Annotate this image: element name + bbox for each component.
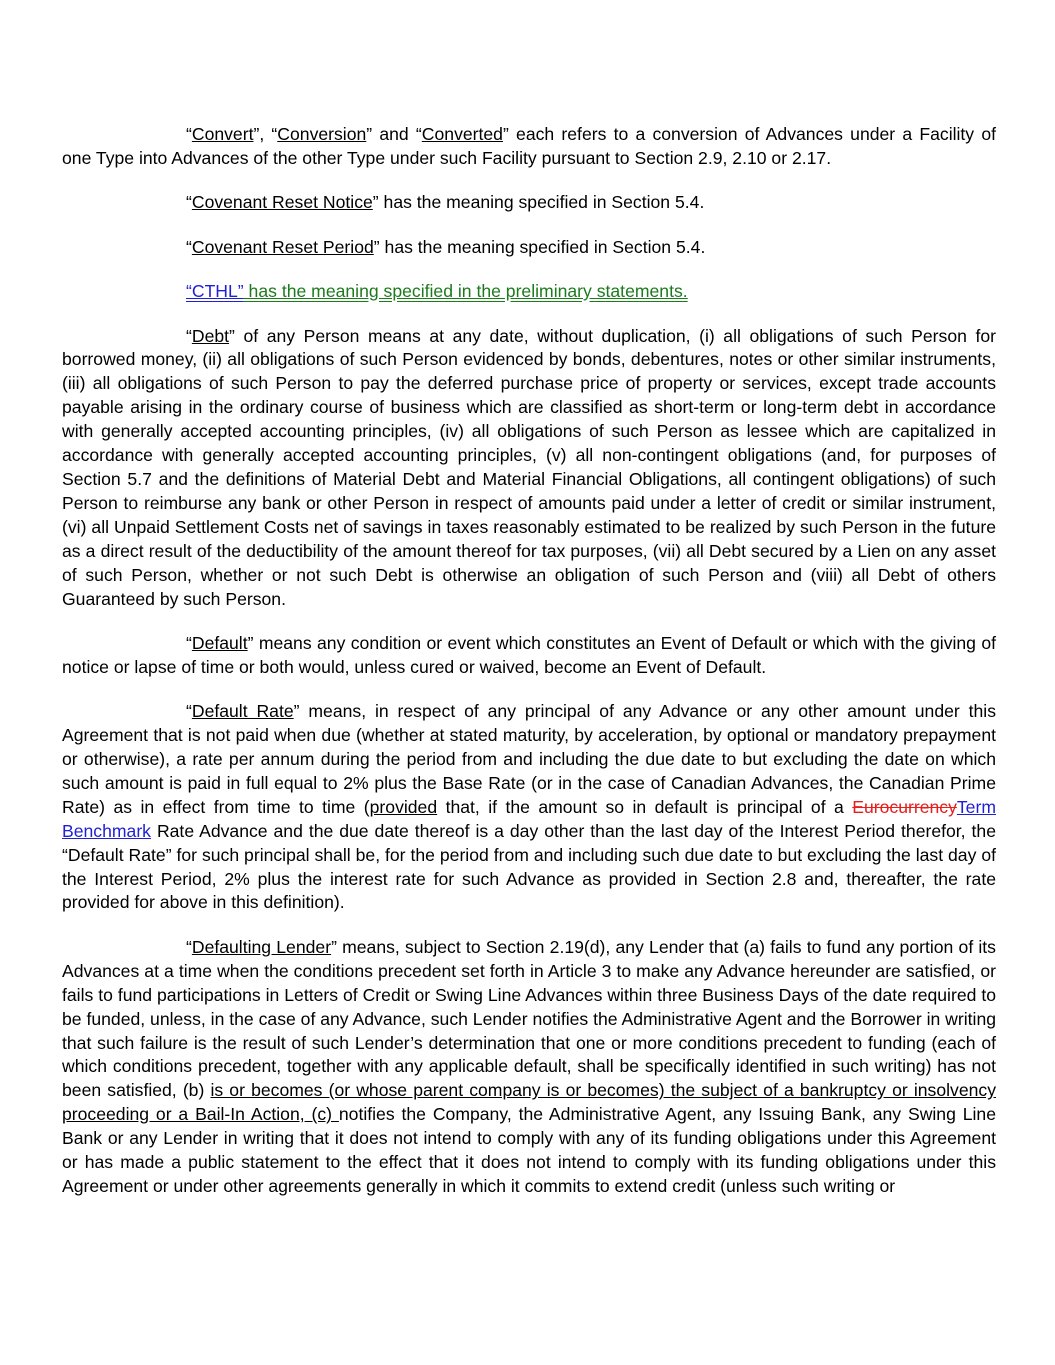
definition-text: ” means, subject to Section 2.19(d), any Lender that (a) fails to fund any portion of its Advances at a time when the conditions precedent set forth in Article 3 to make any Advance hereunder are satisfied, or fails to fund participations in Letters of Credit or Swing Line Advances within three Business Days of the date required to be funded, unless, in the case of any Advance, such Lender notifies the Administrative Agent and the Borrower in writing that such failure is the result of such Lender’s determination that one or more conditions precedent to funding (each of which conditions precedent, together with any applicable default, shall be specifically identified in such writing) has not been satisfied, (b)	[62, 936, 997, 1101]
defined-term-cthl: “CTHL”	[186, 281, 244, 302]
definition-default	[62, 632, 996, 680]
definition-text: ” has the meaning specified in Section 5.4.	[373, 236, 706, 257]
defined-term: Covenant Reset Notice	[191, 192, 373, 213]
definition-text: ” has the meaning specified in Section 5.4.	[372, 192, 705, 213]
definition-text: notifies the Company, the Administrative Agent, any Issuing Bank, any Swing Line Bank or any Lender in writing that it does not intend to comply with any of its funding obligations under this Agreement or has made a public statement to the effect that it does not intend to comply with its funding obligations under this Agreement or under other agreements generally in which it commits to extend credit (unless such writing or	[62, 1104, 997, 1196]
document-page	[62, 123, 996, 1199]
underlined-text: is or becomes (or whose parent company is or becomes) the subject of a bankruptcy or insolvency proceeding or a Bail-In Action, (c)	[62, 1080, 996, 1125]
open-quote: “	[186, 124, 192, 144]
open-quote: “	[186, 632, 192, 653]
open-quote: “	[186, 701, 192, 722]
definition-covenant-reset-notice	[62, 191, 996, 215]
inserted-text	[186, 281, 688, 301]
definition-convert	[62, 123, 996, 171]
provided-term: provided	[369, 796, 438, 817]
inserted-text: Term Benchmark	[62, 796, 996, 841]
definition-cthl-inserted	[62, 280, 996, 304]
definition-text: ” means, in respect of any principal of any Advance or any other amount under this Agreement that is not paid when due (whether at stated maturity, by acceleration, by optional or mandatory prepayment or otherwise), a rate per annum during the period from and including the due date to but excluding the date on which such amount is paid in full equal to 2% plus the Base Rate (or in the case of Canadian Advances, the Canadian Prime Rate) as in effect from time to time (	[62, 701, 996, 817]
defined-term-conversion: Conversion	[277, 124, 367, 144]
open-quote: “	[186, 936, 192, 957]
defined-term-convert: Convert	[191, 124, 254, 144]
open-quote: “	[186, 192, 192, 213]
definition-covenant-reset-period	[62, 236, 996, 260]
defined-term: Default	[191, 632, 248, 653]
definition-text: ” means any condition or event which constitutes an Event of Default or which with the giving of notice or lapse of time or both would, unless cured or waived, become an Event of Default.	[62, 632, 996, 677]
separator-text: ”, “	[253, 124, 278, 144]
defined-term: Defaulting Lender	[191, 936, 332, 957]
definition-text: ” each refers to a conversion of Advances under a Facility of one Type into Advances of the other Type under such Facility pursuant to Section 2.9, 2.10 or 2.17.	[62, 124, 996, 168]
definition-text: that, if the amount so in default is principal of a	[437, 796, 853, 817]
open-quote: “	[186, 325, 192, 346]
definition-default-rate	[62, 700, 996, 915]
defined-term: Default Rate	[191, 701, 294, 722]
definition-debt	[62, 325, 996, 612]
definition-text: has the meaning specified in the preliminary statements.	[243, 281, 688, 302]
separator-text: ” and “	[366, 124, 422, 144]
definition-text: ” of any Person means at any date, without duplication, (i) all obligations of such Person for borrowed money, (ii) all obligations of such Person evidenced by bonds, debentures, notes or other similar instruments, (iii) all obligations of such Person to pay the deferred purchase price of property or services, except trade accounts payable arising in the ordinary course of business which are classified as short-term or long-term debt in accordance with generally accepted accounting principles, (iv) all obligations of such Person as lessee which are capitalized in accordance with generally accepted accounting principles, (v) all non-contingent obligations (and, for purposes of Section 5.7 and the definitions of Material Debt and Material Financial Obligations, all contingent obligations) of such Person to reimburse any bank or other Person in respect of amounts paid under a letter of credit or similar instrument, (vi) all Unpaid Settlement Costs net of savings in taxes reasonably estimated to be realized by such Person in the future as a direct result of the deductibility of the amount thereof for tax purposes, (vii) all Debt secured by a Lien on any asset of such Person, whether or not such Debt is otherwise an obligation of such Person and (viii) all Debt of others Guaranteed by such Person.	[62, 325, 996, 609]
defined-term-converted: Converted	[421, 124, 503, 144]
defined-term: Covenant Reset Period	[191, 236, 374, 257]
deleted-text: Eurocurrency	[852, 796, 957, 817]
definition-text: Rate Advance and the due date thereof is a day other than the last day of the Interest Period therefor, the “Default Rate” for such principal shall be, for the period from and including such due date to but excluding the last day of the Interest Period, 2% plus the interest rate for such Advance as provided in Section 2.8 and, thereafter, the rate provided for above in this definition).	[62, 820, 996, 913]
defined-term: Debt	[191, 325, 230, 346]
definition-defaulting-lender	[62, 936, 996, 1199]
open-quote: “	[186, 236, 192, 257]
